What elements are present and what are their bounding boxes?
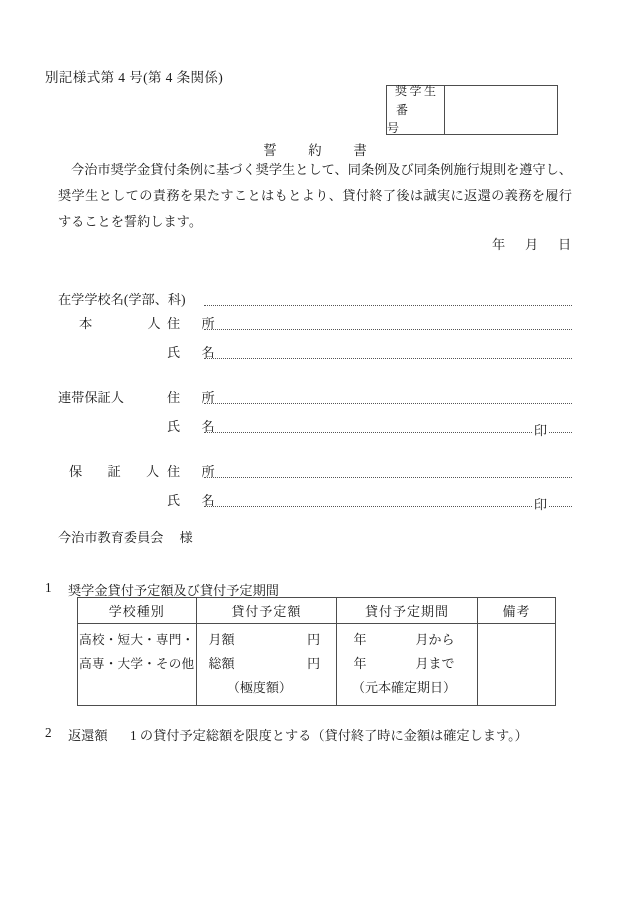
pledge-paragraph: 今治市奨学金貸付条例に基づく奨学生として、同条例及び同条例施行規則を遵守し、奨学生としての責務を果たすことはもとより、貸付終了後は誠実に返還の義務を履行することを誓約します。 <box>58 162 572 229</box>
signature-row-school <box>58 286 572 308</box>
signature-party-label: 本 人 <box>79 316 182 331</box>
signature-party-label: 在学学校名(学部、科) <box>58 292 186 307</box>
cell-school-type[interactable] <box>78 624 197 706</box>
amount-total-label: 総額 <box>208 656 235 671</box>
table-row <box>78 624 556 706</box>
signature-field-label: 住 所 <box>167 316 224 331</box>
signature-field-label: 氏 名 <box>167 345 224 360</box>
school-type-lines <box>78 624 196 705</box>
term-from-row <box>337 628 477 652</box>
signature-write-line[interactable] <box>204 346 572 361</box>
date-month-label: 月 <box>525 237 540 252</box>
amount-total-row <box>197 652 337 676</box>
signature-party-label: 保 証 人 <box>69 464 171 479</box>
amount-monthly-label: 月額 <box>208 632 235 647</box>
signature-write-line[interactable] <box>204 391 572 406</box>
table-header-school-type: 学校種別 <box>78 598 197 624</box>
term-from-year: 年 <box>353 632 367 647</box>
term-to-row <box>337 652 477 676</box>
scholar-number-label <box>387 86 445 134</box>
item-1-number: 1 <box>45 580 52 595</box>
date-day-label: 日 <box>558 237 573 252</box>
cell-remarks[interactable] <box>477 624 555 706</box>
school-type-line1: 高校・短大・専門・ <box>79 633 195 647</box>
signature-row-self-name <box>58 339 572 361</box>
dotted-line <box>204 329 572 330</box>
term-fix-date-note: （元本確定期日） <box>352 680 457 695</box>
table-header-planned-amount: 貸付予定額 <box>196 598 337 624</box>
scholar-number-label-line2: 番 号 <box>387 102 439 136</box>
signature-field-label: 氏 名 <box>167 419 224 434</box>
cell-planned-amount[interactable] <box>196 624 337 706</box>
amount-monthly-unit: 円 <box>307 632 321 647</box>
planned-amount-lines <box>197 624 337 705</box>
form-number: 別記様式第 4 号(第 4 条関係) <box>45 70 224 85</box>
document-title: 誓 約 書 <box>263 143 376 158</box>
signature-row-self-address <box>58 310 572 332</box>
scholar-number-label-line1: 奨学生 <box>394 84 439 99</box>
signature-row-guarantor-address <box>58 458 572 480</box>
signature-row-guarantor-name <box>58 487 572 512</box>
amount-limit-note: （極度額） <box>226 680 292 695</box>
signature-write-line[interactable] <box>204 420 572 438</box>
signature-field-label: 住 所 <box>167 464 224 479</box>
item-2-label: 返還額 <box>68 728 108 743</box>
signature-row-joint-guarantor-name <box>58 413 572 438</box>
signature-field-label: 氏 名 <box>167 493 224 508</box>
amount-monthly-row <box>197 628 337 652</box>
cell-planned-term[interactable] <box>337 624 478 706</box>
amount-total-unit: 円 <box>307 656 321 671</box>
term-from-month: 月から <box>415 632 455 647</box>
date-line <box>492 234 572 253</box>
seal-mark: 印 <box>533 496 547 512</box>
signature-write-line[interactable] <box>204 465 572 480</box>
table-header-remarks: 備考 <box>477 598 555 624</box>
term-to-year: 年 <box>353 656 367 671</box>
loan-plan-table <box>77 597 556 706</box>
seal-mark: 印 <box>533 422 547 438</box>
addressee-honorific: 様 <box>179 530 193 545</box>
signature-write-line[interactable] <box>204 494 572 512</box>
dotted-line <box>204 305 572 306</box>
item-2-number: 2 <box>45 725 52 740</box>
dotted-line <box>204 403 572 404</box>
school-type-line2: 高専・大学・その他 <box>79 657 195 671</box>
item-2-text: 1 の貸付予定総額を限度とする（貸付終了時に金額は確定します。） <box>130 728 528 743</box>
school-type-line3 <box>78 676 196 700</box>
term-to-month: 月まで <box>415 656 455 671</box>
scholar-number-input[interactable] <box>445 86 557 134</box>
signature-row-joint-guarantor-address <box>58 384 572 406</box>
dotted-line <box>204 358 572 359</box>
date-year-label: 年 <box>492 237 507 252</box>
addressee <box>58 527 193 546</box>
dotted-line <box>204 506 572 507</box>
table-header-row <box>78 598 556 624</box>
signature-field-label: 住 所 <box>167 390 224 405</box>
table-header-planned-term: 貸付予定期間 <box>337 598 478 624</box>
signature-write-line[interactable] <box>204 317 572 332</box>
item-1-label: 奨学金貸付予定額及び貸付予定期間 <box>68 583 279 598</box>
dotted-line <box>204 432 572 433</box>
dotted-line <box>204 477 572 478</box>
scholar-number-box <box>386 85 558 135</box>
signature-party-label: 連帯保証人 <box>58 390 124 405</box>
planned-term-lines <box>337 624 477 705</box>
signature-write-line[interactable] <box>204 293 572 308</box>
addressee-name: 今治市教育委員会 <box>58 530 164 545</box>
